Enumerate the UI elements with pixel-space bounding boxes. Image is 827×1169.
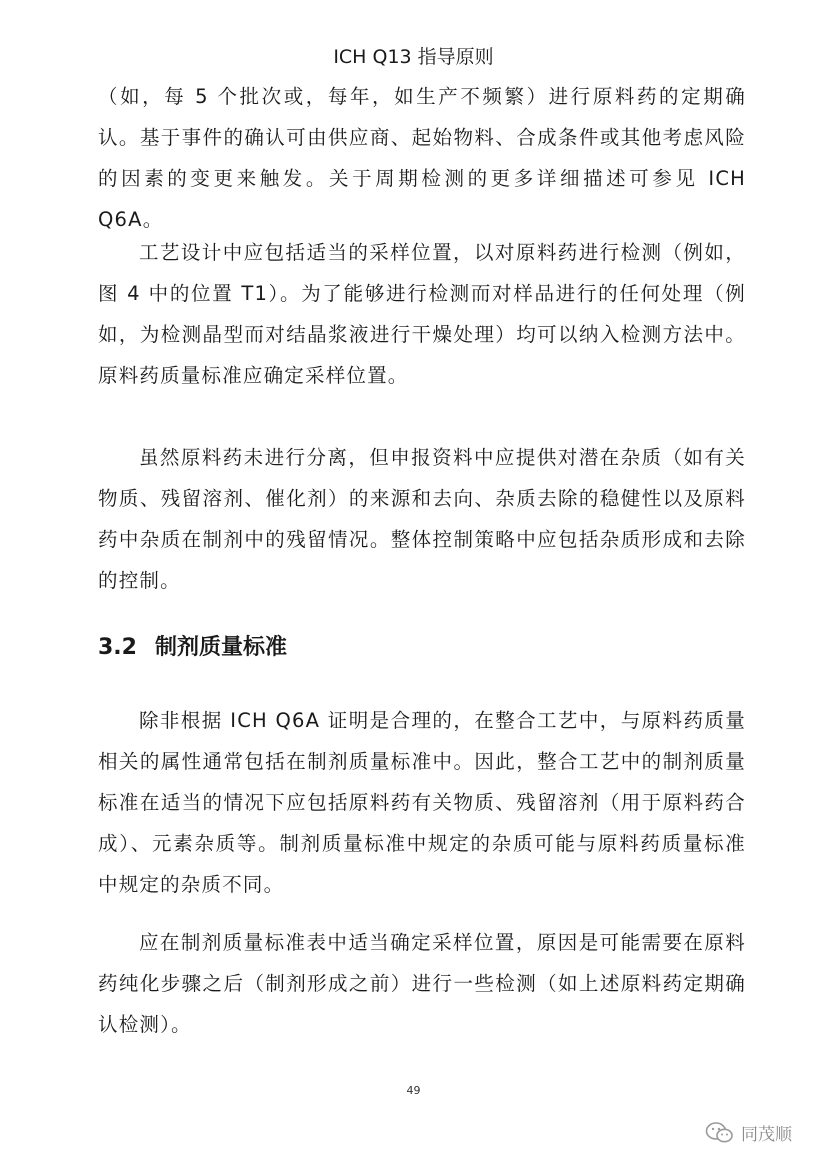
page-header-title: ICH Q13 指导原则 (333, 46, 494, 68)
page-number: 49 (406, 1084, 421, 1097)
section-number: 3.2 (98, 635, 137, 660)
watermark-text: 同茂顺 (741, 1125, 792, 1145)
paragraph-periodic-confirmation: （如，每 5 个批次或，每年，如生产不频繁）进行原料药的定期确认。基于事件的确认可由供应商、起始物料、合成条件或其他考虑风险的因素的变更来触发。关于周期检测的更多详细描述可参见 ICH Q6A。 (98, 85, 746, 231)
paragraph-sampling-in-specification: 应在制剂质量标准表中适当确定采样位置，原因是可能需要在原料药纯化步骤之后（制剂形成之前）进行一些检测（如上述原料药定期确认检测）。 (98, 931, 746, 1036)
section-title: 制剂质量标准 (154, 635, 287, 660)
wechat-icon (705, 1121, 735, 1145)
paragraph-drug-product-specification: 除非根据 ICH Q6A 证明是合理的，在整合工艺中，与原料药质量相关的属性通常包括在制剂质量标准中。因此，整合工艺中的制剂质量标准在适当的情况下应包括原料药有关物质、残留溶剂（用于原料药合成）、元素杂质等。制剂质量标准中规定的杂质可能与原料药质量标准中规定的杂质不同。 (98, 709, 746, 896)
paragraph-impurity-control: 虽然原料药未进行分离，但申报资料中应提供对潜在杂质（如有关物质、残留溶剂、催化剂）的来源和去向、杂质去除的稳健性以及原料药中杂质在制剂中的残留情况。整体控制策略中应包括杂质形成和去除的控制。 (98, 446, 746, 592)
watermark (705, 1120, 792, 1145)
section-heading (98, 628, 287, 668)
paragraph-sampling-location: 工艺设计中应包括适当的采样位置，以对原料药进行检测（例如，图 4 中的位置 T1）。为了能够进行检测而对样品进行的任何处理（例如，为检测晶型而对结晶浆液进行干燥处理）均可以纳入检测方法中。原料药质量标准应确定采样位置。 (98, 241, 746, 387)
